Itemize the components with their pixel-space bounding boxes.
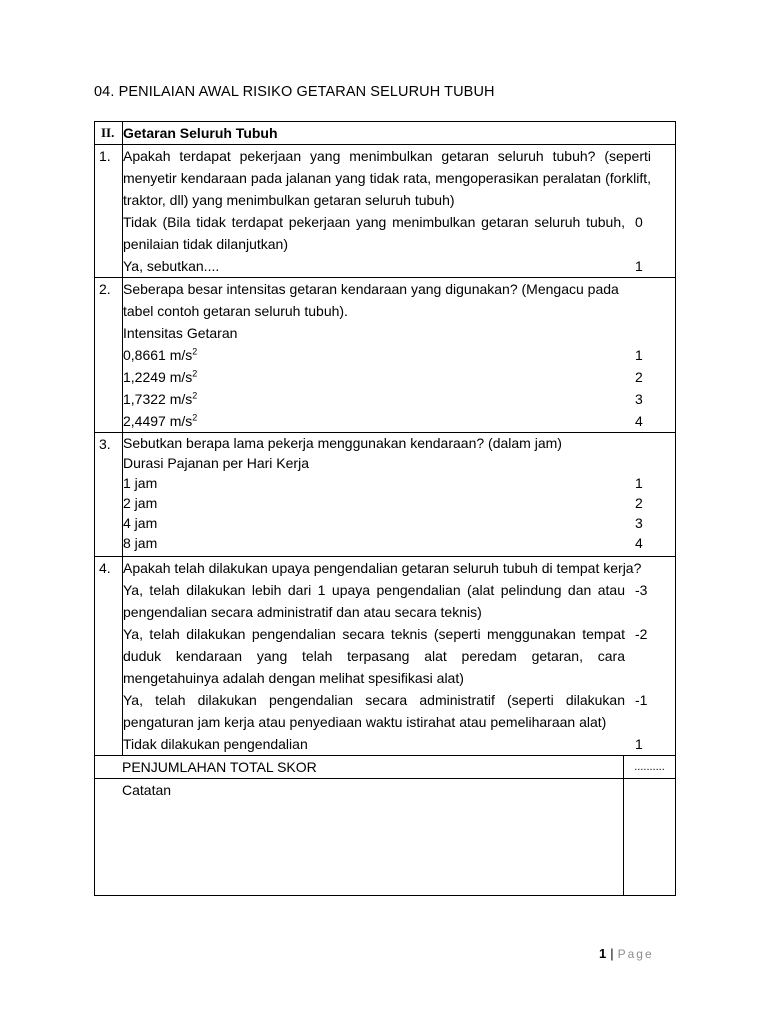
page-footer	[599, 946, 654, 961]
option-row: 1,2249 $m/s^2$ 2	[123, 366, 661, 388]
question-number: 2.	[95, 278, 123, 433]
option-score: 1	[635, 347, 643, 363]
option-row	[123, 579, 661, 623]
total-row	[95, 756, 676, 779]
option-score: 4	[635, 535, 643, 551]
option-row	[123, 473, 661, 493]
footer-separator: |	[610, 946, 614, 961]
notes-row	[95, 779, 676, 896]
option-text: Tidak dilakukan pengendalian	[123, 736, 308, 752]
question-row-2	[95, 278, 676, 433]
option-text: 8 jam	[123, 535, 158, 551]
total-score-field[interactable]: ..........	[624, 756, 676, 779]
page-word: Page	[617, 947, 654, 961]
section-title: Getaran Seluruh Tubuh	[123, 122, 676, 145]
option-row	[123, 733, 661, 755]
option-text: 4 jam	[123, 515, 158, 531]
total-label: PENJUMLAHAN TOTAL SKOR	[95, 756, 624, 779]
question-text: Apakah telah dilakukan upaya pengendalian getaran seluruh tubuh di tempat kerja?	[123, 560, 642, 576]
option-row	[123, 493, 661, 513]
option-row: 2,4497 $m/s^2$ 4	[123, 410, 661, 432]
option-score: 3	[635, 391, 643, 407]
notes-label: Catatan	[122, 782, 172, 798]
question-number: 4.	[95, 557, 123, 756]
option-text: Ya, telah dilakukan lebih dari 1 upaya pengendalian (alat pelindung dan atau pengendalian secara administratif dan atau secara teknis)	[123, 582, 625, 620]
intensity-value: 2,4497	[123, 413, 166, 429]
option-text: Tidak (Bila tidak terdapat pekerjaan yang menimbulkan getaran seluruh tubuh, penilaian tidak dilanjutkan)	[123, 214, 625, 252]
option-row	[123, 533, 661, 553]
option-score: 1	[635, 736, 643, 752]
option-score: 0	[635, 214, 643, 230]
question-text: Apakah terdapat pekerjaan yang menimbulkan getaran seluruh tubuh? (seperti menyetir kendaraan pada jalanan yang tidak rata, mengoperasikan peralatan (forklift, traktor, dll) yang menimbulkan getaran seluruh tubuh)	[123, 148, 651, 208]
option-text: Ya, sebutkan....	[123, 258, 220, 274]
option-score: -1	[635, 692, 648, 708]
intensity-value: 1,2249	[123, 369, 166, 385]
option-text: Ya, telah dilakukan pengendalian secara teknis (seperti menggunakan tempat duduk kendaraan yang telah terpasang alat peredam getaran, cara mengetahuinya adalah dengan melihat spesifikasi alat)	[123, 626, 625, 686]
option-row	[123, 211, 661, 255]
question-row-4	[95, 557, 676, 756]
notes-score-cell	[624, 779, 676, 896]
notes-field[interactable]	[95, 779, 624, 896]
option-score: 2	[635, 369, 643, 385]
question-text: Seberapa besar intensitas getaran kendaraan yang digunakan? (Mengacu pada tabel contoh getaran seluruh tubuh).	[123, 281, 619, 319]
option-text: Ya, telah dilakukan pengendalian secara administratif (seperti dilakukan pengaturan jam kerja atau penyediaan waktu istirahat atau pemeliharaan alat)	[123, 692, 625, 730]
question-row-1	[95, 145, 676, 278]
option-text: 2 jam	[123, 495, 158, 511]
question-number: 3.	[95, 433, 123, 557]
assessment-table	[94, 121, 676, 896]
option-score: 2	[635, 495, 643, 511]
option-row	[123, 255, 661, 277]
option-score: -3	[635, 582, 648, 598]
option-score: 1	[635, 475, 643, 491]
section-roman: II.	[95, 122, 123, 145]
page-title: 04. PENILAIAN AWAL RISIKO GETARAN SELURUH TUBUH	[94, 84, 495, 100]
question-row-3	[95, 433, 676, 557]
option-score: -2	[635, 626, 648, 642]
option-score: 1	[635, 258, 643, 274]
sub-heading: Durasi Pajanan per Hari Kerja	[123, 455, 309, 471]
page-number: 1	[599, 946, 607, 961]
question-number: 1.	[95, 145, 123, 278]
option-row	[123, 689, 661, 733]
section-header-row	[95, 122, 676, 145]
sub-heading: Intensitas Getaran	[123, 325, 238, 341]
option-row	[123, 623, 661, 689]
option-row	[123, 513, 661, 533]
question-text: Sebutkan berapa lama pekerja menggunakan kendaraan? (dalam jam)	[123, 435, 562, 451]
intensity-value: 0,8661	[123, 347, 166, 363]
option-score: 3	[635, 515, 643, 531]
option-score: 4	[635, 413, 643, 429]
option-text: 1 jam	[123, 475, 158, 491]
option-row: 0,8661 $m/s^2$ 1	[123, 344, 661, 366]
intensity-value: 1,7322	[123, 391, 166, 407]
option-row: 1,7322 $m/s^2$ 3	[123, 388, 661, 410]
